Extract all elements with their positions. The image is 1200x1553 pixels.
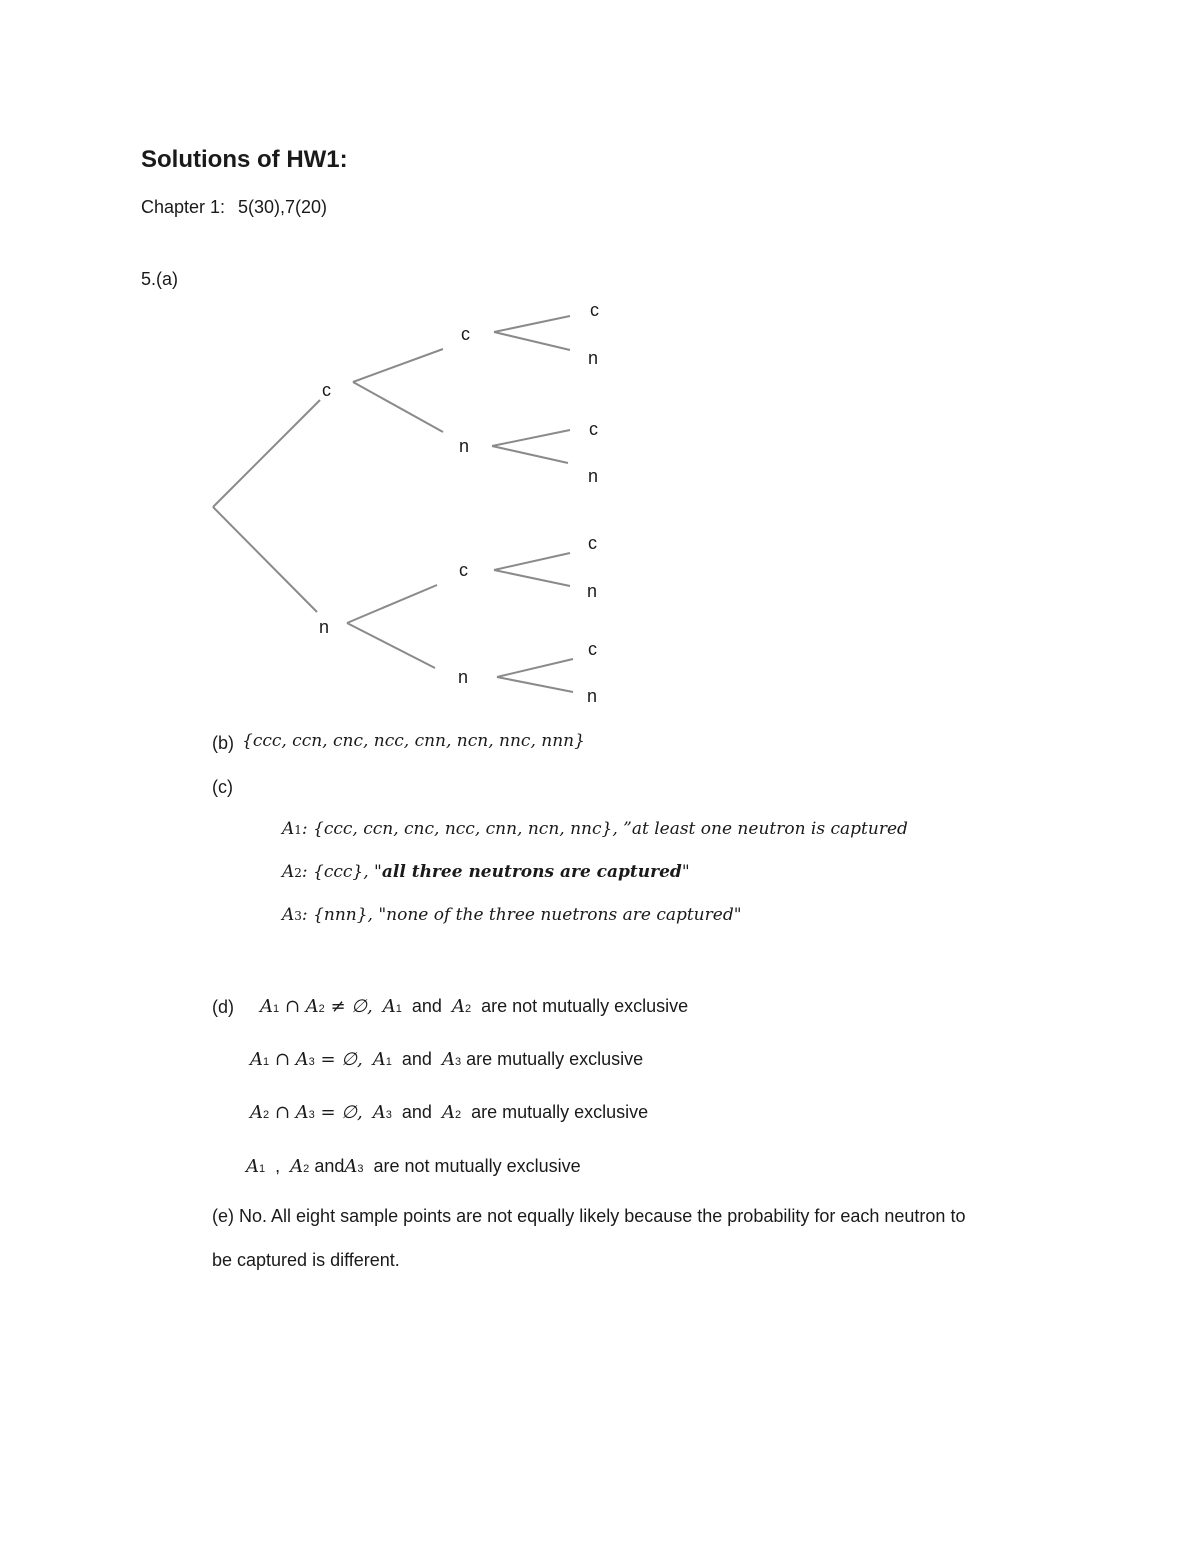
event-a2-set: : {ccc}, " xyxy=(301,862,382,882)
event-a1 xyxy=(282,821,908,838)
event-a2-end: " xyxy=(681,862,690,882)
part-b-label: (b) xyxy=(212,733,234,753)
event-a1-set: : {ccc, ccn, cnc, ncc, cnn, ncn, nnc}, ”at least one neutron is captured xyxy=(301,819,908,839)
part-e-line-1: (e) No. All eight sample points are not equally likely because the probability for each neutron to xyxy=(212,1206,966,1226)
branch-c-c xyxy=(353,349,443,382)
branch-cc-c xyxy=(494,316,570,332)
part-e-line-2: be captured is different. xyxy=(212,1250,400,1270)
chapter-label: Chapter 1: xyxy=(141,197,226,217)
d-line-4: A1 , A2 andA3 are not mutually exclusive xyxy=(246,1156,581,1177)
branch-root-n xyxy=(213,507,317,612)
branch-root-c xyxy=(213,400,320,507)
d-line-1: A1 ∩ A2 ≠ ∅, A1 and A2 are not mutually exclusive xyxy=(260,996,689,1017)
event-a2-name: A xyxy=(282,862,295,882)
sample-space-set: {ccc, ccn, cnc, ncc, cnn, ncn, nnc, nnn} xyxy=(242,731,585,751)
event-a3-set: : {nnn}, "none of the three nuetrons are captured" xyxy=(301,905,742,925)
probability-tree xyxy=(0,0,1200,720)
node-label: c xyxy=(459,560,468,580)
problem-label: 5.(a) xyxy=(141,269,179,289)
node-label: n xyxy=(319,617,330,637)
branch-nn-c xyxy=(497,659,573,677)
d-line-2: A1 ∩ A3 = ∅, A1 and A3 are mutually exclusive xyxy=(250,1049,644,1070)
branch-nc-n xyxy=(494,570,570,586)
event-a2 xyxy=(282,864,690,881)
event-a3 xyxy=(282,907,742,924)
branch-nc-c xyxy=(494,553,570,570)
event-a1-sub: 1 xyxy=(294,823,302,837)
event-a2-sub: 2 xyxy=(294,866,302,880)
event-a3-sub: 3 xyxy=(294,909,302,923)
event-a3-name: A xyxy=(282,905,295,925)
branch-n-n xyxy=(347,623,435,668)
part-c-label: (c) xyxy=(212,777,233,797)
branch-cc-n xyxy=(494,332,570,350)
event-a2-desc: all three neutrons are captured xyxy=(381,862,682,882)
node-label: n xyxy=(587,581,598,601)
page-title: Solutions of HW1: xyxy=(141,146,348,173)
node-label: n xyxy=(588,466,599,486)
branch-c-n xyxy=(353,382,443,432)
chapter-problems: 5(30),7(20) xyxy=(238,197,328,217)
node-label: c xyxy=(588,533,597,553)
d-line-3: A2 ∩ A3 = ∅, A3 and A2 are mutually exclusive xyxy=(250,1102,649,1123)
node-label: n xyxy=(459,436,470,456)
node-label: n xyxy=(588,348,599,368)
node-label: c xyxy=(590,300,599,320)
event-a1-name: A xyxy=(282,819,295,839)
node-label: n xyxy=(587,686,598,706)
part-e-label: (e) xyxy=(212,1206,234,1226)
node-label: c xyxy=(588,639,597,659)
node-label: c xyxy=(322,380,331,400)
branch-cn-c xyxy=(492,430,570,446)
branch-n-c xyxy=(347,585,437,623)
branch-cn-n xyxy=(492,446,568,463)
node-label: c xyxy=(461,324,470,344)
branch-nn-n xyxy=(497,677,573,692)
node-label: c xyxy=(589,419,598,439)
part-d-label: (d) xyxy=(212,997,234,1017)
node-label: n xyxy=(458,667,469,687)
